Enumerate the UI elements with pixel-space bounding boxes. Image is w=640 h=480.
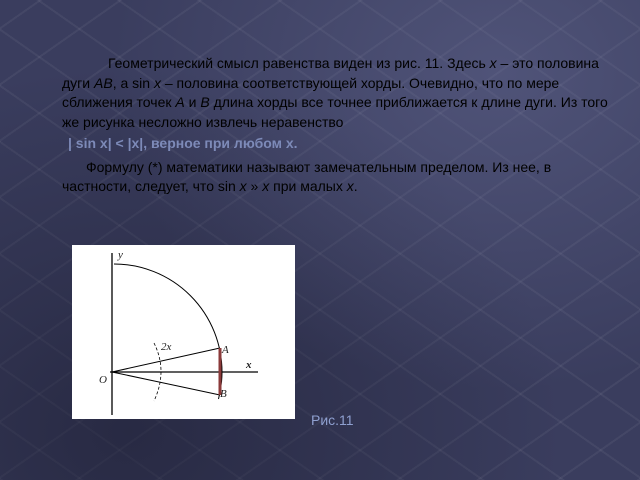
inequality-line: | sin x| < |x|, верное при любом x. (68, 135, 298, 151)
unit-circle-diagram (72, 245, 295, 419)
math-variable: AB (94, 74, 113, 91)
figure-11 (72, 245, 295, 419)
text-run: . (353, 178, 358, 194)
math-variable: x (153, 74, 161, 91)
text-run: Формулу (*) математики называют замечательным пределом. Из нее, в частности, следует, что sin (62, 158, 552, 194)
figure-caption: Рис.11 (311, 412, 354, 428)
text-run: , а sin (112, 74, 154, 91)
text-run: » (246, 178, 263, 194)
text-run: – это половина дуги (62, 55, 599, 91)
math-variable: A (175, 94, 185, 110)
text-run: Геометрический смысл равенства виден из рис. 11. Здесь (108, 55, 490, 71)
math-variable: x (346, 178, 354, 194)
math-variable: x (239, 178, 247, 194)
circle-arc (114, 264, 222, 372)
label-b: B (220, 388, 227, 400)
label-a: A (222, 344, 229, 356)
slide-text-block (62, 54, 622, 197)
radius-ob (112, 372, 220, 395)
label-origin: O (99, 374, 107, 386)
math-variable: x (262, 178, 270, 194)
text-run: – половина соответствующей хорды. Очевидно, что по мере сближения точек (62, 74, 560, 110)
paragraph-1 (62, 54, 622, 132)
label-x: x (246, 359, 252, 371)
text-run: при малых (269, 178, 347, 194)
paragraph-2 (62, 158, 622, 197)
math-variable: x (489, 55, 497, 71)
text-run: и (184, 94, 201, 110)
label-angle: 2x (161, 341, 172, 353)
label-y: y (118, 249, 123, 261)
math-variable: B (200, 94, 210, 110)
text-run: длина хорды все точнее приближается к длине дуги. Из того же рисунка несложно извлечь неравенство (62, 94, 608, 130)
